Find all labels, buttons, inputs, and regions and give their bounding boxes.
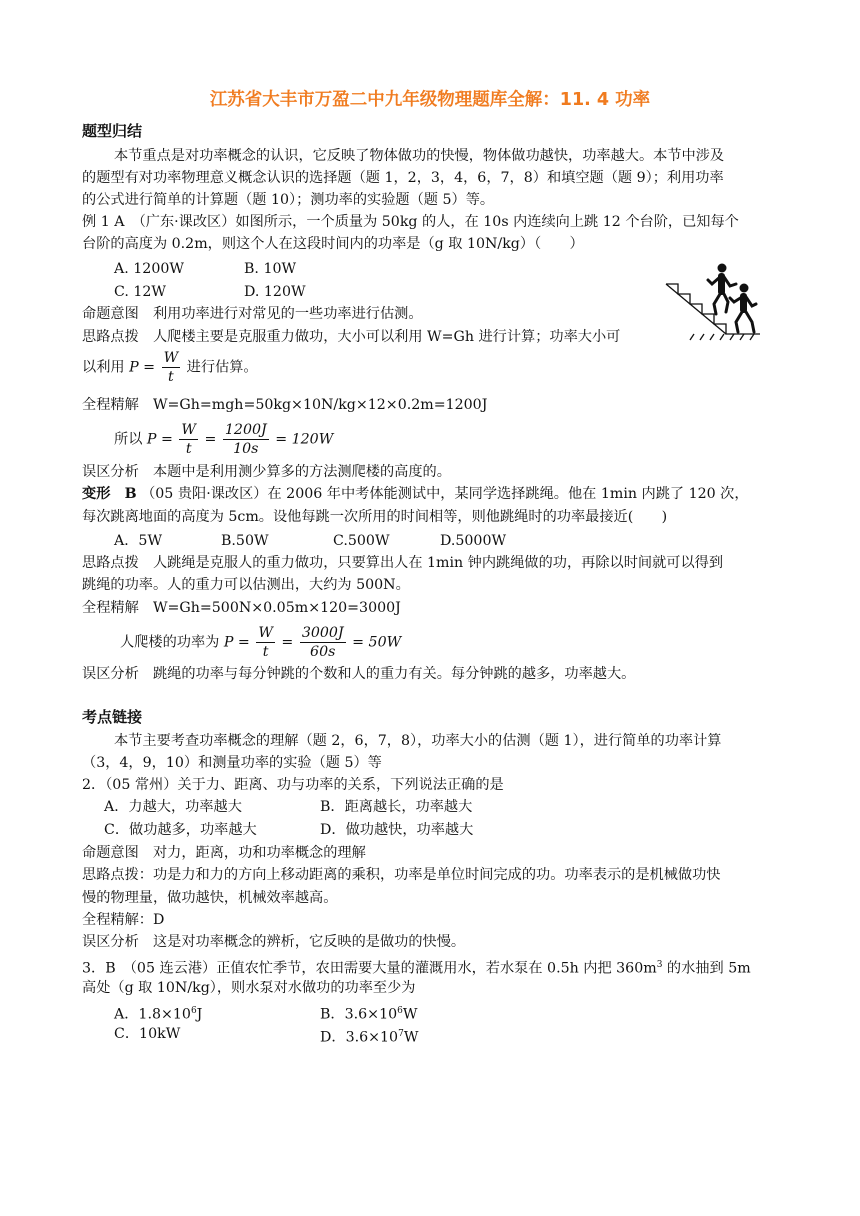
example1-option-c: C. 12W — [114, 284, 167, 300]
question2-option-d: D．做功越快，功率越大 — [320, 822, 474, 838]
intro-line-2: 的题型有对功率物理意义概念认识的选择题（题 1，2，3，4，6，7，8）和填空题（题 9）；利用功率 — [82, 170, 724, 186]
example1-intent: 命题意图 利用功率进行对常见的一些功率进行估测。 — [82, 306, 423, 322]
question2-error-analysis: 误区分析 这是对功率概念的辨析，它反映的是做功的快慢。 — [82, 934, 466, 950]
example1-line-2: 台阶的高度为 0.2m，则这个人在这段时间内的功率是（g 取 10N/kg）（ ） — [82, 236, 584, 252]
example1-idea-line-1: 思路点拨 人爬楼主要是克服重力做功，大小可以利用 W=Gh 进行计算；功率大小可 — [82, 329, 621, 345]
example1-power-formula: 所以 P = $\frac{W}{t}$ = $\frac{1200J}{10s}$ = 120W — [114, 422, 334, 457]
section-heading-question-types: 题型归结 — [82, 122, 143, 140]
intro-line-1: 本节重点是对功率概念的认识，它反映了物体做功的快慢，物体做功越快，功率越大。本节中涉及 — [114, 148, 725, 164]
fraction-w-over-t: $\frac{W}{t}$ — [163, 350, 179, 385]
variant-error-analysis: 误区分析 跳绳的功率与每分钟跳的个数和人的重力有关。每分钟跳的越多，功率越大。 — [82, 666, 636, 682]
variant-line-1: 变形 B （05 贵阳·课改区）在 2006 年中考体能测试中，某同学选择跳绳。他在 1min 内跳了 120 次， — [82, 486, 749, 502]
question2-solution: 全程精解：D — [82, 912, 165, 928]
variant-idea-line-2: 跳绳的功率。人的重力可以估测出，大约为 500N。 — [82, 577, 410, 593]
question2-option-c: C．做功越多，功率越大 — [104, 822, 257, 838]
document-title: 江苏省大丰市万盈二中九年级物理题库全解：11. 4 功率 — [209, 90, 651, 110]
question2-stem: 2．（05 常州）关于力、距离、功与功率的关系，下列说法正确的是 — [82, 777, 504, 793]
question2-option-b: B．距离越长，功率越大 — [320, 799, 473, 815]
question2-idea-line-2: 慢的物理量，做功越快，机械效率越高。 — [82, 890, 338, 906]
example1-solution: 全程精解 W=Gh=mgh=50kg×10N/kg×12×0.2m=1200J — [82, 397, 488, 413]
link-line-1: 本节主要考查功率概念的理解（题 2，6，7，8），功率大小的估测（题 1），进行简单的功率计算 — [114, 733, 722, 749]
question3-stem-line-2: 高处（g 取 10N/kg），则水泵对水做功的功率至少为 — [82, 980, 416, 996]
question2-intent: 命题意图 对力，距离，功和功率概念的理解 — [82, 845, 366, 861]
question3-option-b: B．$3.6\times 10^6W$ — [320, 1006, 418, 1023]
question2-idea-line-1: 思路点拨：功是力和力的方向上移动距离的乘积，功率是单位时间完成的功。功率表示的是机械做功快 — [82, 867, 721, 883]
variant-solution: 全程精解 W=Gh=500N×0.05m×120=3000J — [82, 600, 401, 616]
variant-power-formula: 人爬楼的功率为 P = $\frac{W}{t}$ = $\frac{3000J}{60s}$ = 50W — [120, 625, 402, 660]
example1-error-analysis: 误区分析 本题中是利用测少算多的方法测爬楼的高度的。 — [82, 464, 451, 480]
question2-option-a: A．力越大，功率越大 — [104, 799, 242, 815]
example1-option-b: B. 10W — [244, 261, 297, 277]
variant-idea-line-1: 思路点拨 人跳绳是克服人的重力做功，只要算出人在 1min 钟内跳绳做的功，再除以时间就可以得到 — [82, 555, 724, 571]
link-line-2: （3，4，9，10）和测量功率的实验（题 5）等 — [82, 755, 382, 771]
example1-line-1: 例 1 A （广东·课改区）如图所示，一个质量为 50kg 的人，在 10s 内连续向上跳 12 个台阶，已知每个 — [82, 214, 739, 230]
variant-option-a: A．5W — [114, 533, 163, 549]
variant-option-c: C.500W — [333, 533, 390, 549]
variant-option-d: D.5000W — [440, 533, 507, 549]
example1-option-a: A. 1200W — [114, 261, 184, 277]
question3-stem-line-1: 3．B （05 连云港）正值农忙季节，农田需要大量的灌溉用水，若水泵在 0.5h 内把 $360m^3$ 的水抽到 5m — [82, 960, 751, 977]
intro-line-3: 的公式进行简单的计算题（题 10）；测功率的实验题（题 5）等。 — [82, 192, 495, 208]
stair-climbing-figure — [664, 262, 762, 342]
question3-option-d: D．$3.6\times 10^7W$ — [320, 1029, 419, 1046]
variant-option-b: B.50W — [221, 533, 269, 549]
example1-idea-line-2: 以利用 P = $\frac{W}{t}$ 进行估算。 — [82, 350, 258, 385]
section-heading-exam-links: 考点链接 — [82, 708, 143, 726]
question3-option-a: A．$1.8\times 10^6J$ — [114, 1006, 203, 1023]
question3-option-c: C．10kW — [114, 1026, 181, 1042]
variant-line-2: 每次跳离地面的高度为 5cm。设他每跳一次所用的时间相等，则他跳绳时的功率最接近( ) — [82, 509, 668, 525]
example1-option-d: D. 120W — [244, 284, 306, 300]
